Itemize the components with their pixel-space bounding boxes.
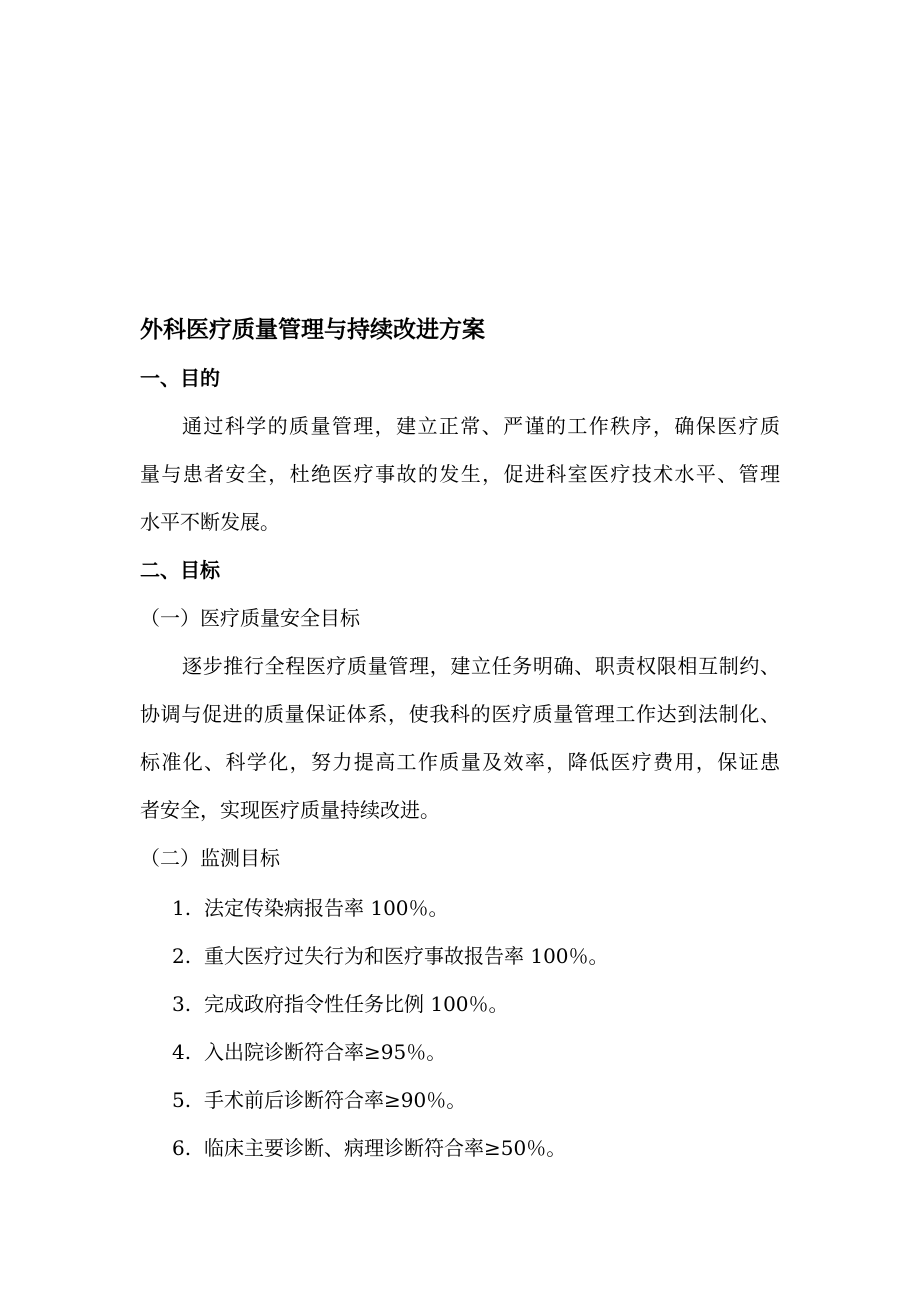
- paragraph-line: 水平不断发展。: [140, 510, 280, 534]
- list-item: [172, 894, 449, 922]
- subsection-heading-quality-safety: （一）医疗质量安全目标: [140, 606, 360, 630]
- list-item: [172, 942, 609, 970]
- list-item-text: 手术前后诊断符合率≥90％。: [204, 1088, 467, 1112]
- list-item-text: 临床主要诊断、病理诊断符合率≥50％。: [204, 1136, 567, 1160]
- paragraph-line: 者安全，实现医疗质量持续改进。: [140, 798, 440, 822]
- section-heading-goals: 二、目标: [140, 558, 220, 582]
- list-item-number: 6.: [172, 1136, 192, 1160]
- document-title: 外科医疗质量管理与持续改进方案: [140, 316, 485, 343]
- list-item-text: 入出院诊断符合率≥95％。: [204, 1040, 447, 1064]
- list-item-number: 2.: [172, 944, 192, 968]
- paragraph-line: 逐步推行全程医疗质量管理，建立任务明确、职责权限相互制约、: [182, 654, 780, 678]
- subsection-heading-monitoring: （二）监测目标: [140, 846, 280, 870]
- list-item-text: 完成政府指令性任务比例 100％。: [204, 992, 509, 1016]
- list-item-number: 4.: [172, 1040, 192, 1064]
- list-item: [172, 1086, 466, 1114]
- paragraph-line: 标准化、科学化，努力提高工作质量及效率，降低医疗费用，保证患: [140, 750, 780, 774]
- section-heading-purpose: 一、目的: [140, 366, 220, 390]
- list-item-text: 重大医疗过失行为和医疗事故报告率 100％。: [204, 944, 609, 968]
- list-item-number: 3.: [172, 992, 192, 1016]
- paragraph-line: 通过科学的质量管理，建立正常、严谨的工作秩序，确保医疗质: [182, 414, 780, 438]
- paragraph-line: 量与患者安全，杜绝医疗事故的发生，促进科室医疗技术水平、管理: [140, 462, 780, 486]
- list-item: [172, 1038, 446, 1066]
- list-item: [172, 1134, 566, 1162]
- list-item-number: 5.: [172, 1088, 192, 1112]
- paragraph-line: 协调与促进的质量保证体系，使我科的医疗质量管理工作达到法制化、: [140, 702, 780, 726]
- list-item: [172, 990, 509, 1018]
- list-item-text: 法定传染病报告率 100％。: [204, 896, 449, 920]
- list-item-number: 1.: [172, 896, 192, 920]
